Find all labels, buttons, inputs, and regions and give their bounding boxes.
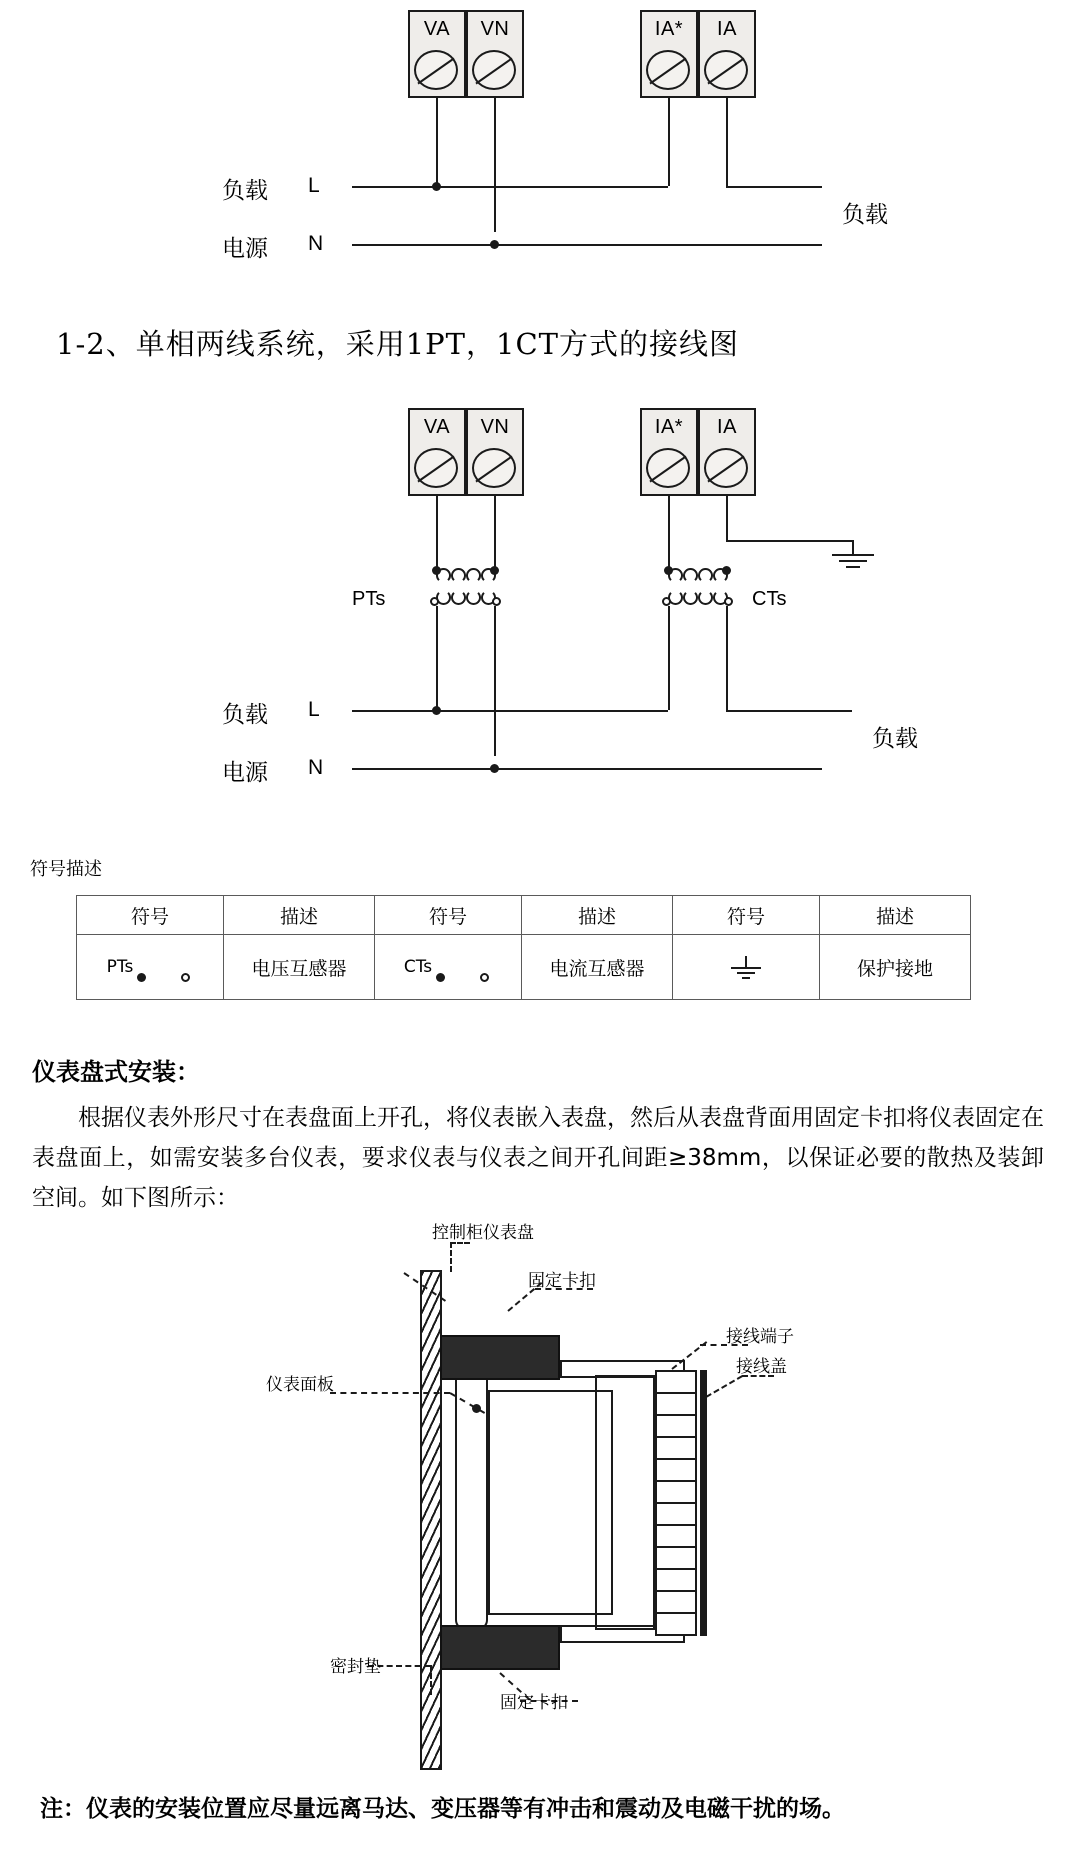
table-cell-desc-ct: 电流互感器: [522, 935, 673, 1000]
screw-icon: [472, 448, 516, 488]
table-cell-desc-pt: 电压互感器: [224, 935, 375, 1000]
label-power-1: 电源: [222, 236, 268, 262]
label-load-right-1: 负载: [842, 202, 888, 228]
ground-icon: [832, 540, 874, 564]
junction-dot: [432, 566, 441, 575]
section-heading: 1-2、单相两线系统，采用1PT，1CT方式的接线图: [56, 327, 739, 361]
callout-panel: 控制柜仪表盘: [432, 1223, 534, 1243]
table-header-cell: 符号: [375, 896, 522, 935]
table-header-cell: 符号: [673, 896, 820, 935]
junction-dot: [490, 764, 499, 773]
label-l-1: L: [308, 174, 320, 197]
ct-symbol-label: CTs: [403, 957, 433, 977]
wire-load-right: [726, 186, 822, 188]
ground-icon: [729, 955, 763, 979]
junction-dot: [664, 566, 673, 575]
junction-dot: [490, 566, 499, 575]
wire-line-l: [352, 186, 668, 188]
wire-line-l-2: [352, 710, 668, 712]
clip-top: [440, 1335, 560, 1380]
leader-panel-v: [450, 1242, 452, 1272]
table-header-cell: 符号: [77, 896, 224, 935]
terminal-label-vn: VN: [480, 18, 510, 40]
wire-load-right-2: [726, 710, 852, 712]
screw-icon: [472, 50, 516, 90]
installation-note: 注：仪表的安装位置应尽量远离马达、变压器等有冲击和震动及电磁干扰的场。: [40, 1796, 845, 1822]
callout-clip-bottom: 固定卡扣: [500, 1693, 568, 1713]
junction-dot: [490, 240, 499, 249]
label-power-2: 电源: [222, 760, 268, 786]
table-cell-symbol-pt: [77, 935, 224, 1000]
wire-vn-drop: [494, 98, 496, 232]
callout-gasket: 密封垫: [330, 1657, 381, 1677]
callout-cover: 接线盖: [736, 1357, 787, 1377]
screw-icon: [414, 50, 458, 90]
callout-terminal: 接线端子: [726, 1327, 794, 1347]
table-header-cell: 描述: [522, 896, 673, 935]
wire-ia-star-drop-2: [668, 496, 670, 576]
label-load-right-2: 负载: [872, 726, 918, 752]
screw-icon: [704, 448, 748, 488]
ct-coil-icon: [436, 952, 492, 982]
wire-ct-sec-right: [726, 606, 728, 710]
label-n-2: N: [308, 756, 324, 779]
junction-dot: [432, 182, 441, 191]
install-section-title: 仪表盘式安装：: [32, 1058, 200, 1086]
terminal-label-va: VA: [423, 416, 451, 438]
wire-va-drop-2: [436, 496, 438, 576]
screw-icon: [646, 50, 690, 90]
label-l-2: L: [308, 698, 320, 721]
label-load-source-1: 负载: [222, 178, 268, 204]
pt-coil-icon: [137, 952, 193, 982]
table-header-cell: 描述: [224, 896, 375, 935]
terminal-label-ia-star: IA*: [654, 416, 684, 438]
install-paragraph: 根据仪表外形尺寸在表盘面上开孔，将仪表嵌入表盘，然后从表盘背面用固定卡扣将仪表固定在表盘面上，如需安装多台仪表，要求仪表与仪表之间开孔间距≥38mm，以保证必要的散热及装卸空间。如下图所示：: [32, 1105, 1044, 1211]
callout-clip-top: 固定卡扣: [528, 1271, 596, 1291]
table-cell-desc-ground: 保护接地: [820, 935, 971, 1000]
leader-gasket-v: [430, 1665, 432, 1695]
wiring-cover: [700, 1370, 707, 1636]
wire-pt-sec-left: [436, 606, 438, 710]
leader-face-dot: [472, 1404, 481, 1413]
wire-pt-sec-right: [494, 606, 496, 756]
leader-cover: [706, 1375, 743, 1398]
wire-line-n: [352, 244, 822, 246]
screw-icon: [414, 448, 458, 488]
terminal-label-ia: IA: [717, 18, 737, 40]
wire-ia-star-drop: [668, 98, 670, 186]
wire-vn-drop-2: [494, 496, 496, 576]
meter-body-rear: [595, 1375, 655, 1630]
wire-ia-drop-2: [726, 496, 728, 540]
junction-dot: [722, 566, 731, 575]
table-row: [77, 935, 971, 1000]
terminal-strip: [655, 1370, 697, 1636]
wire-line-n-2: [352, 768, 822, 770]
symbol-table-caption: 符号描述: [30, 859, 102, 880]
junction-dot: [432, 706, 441, 715]
wire-ct-sec-left: [668, 606, 670, 710]
terminal-label-vn: VN: [480, 416, 510, 438]
ct-label: CTs: [752, 588, 787, 610]
table-header-cell: 描述: [820, 896, 971, 935]
wire-va-drop: [436, 98, 438, 186]
label-load-source-2: 负载: [222, 702, 268, 728]
pt-coil-icon: [436, 568, 496, 608]
pt-label: PTs: [352, 588, 386, 610]
callout-face: 仪表面板: [266, 1375, 334, 1395]
ct-coil-icon: [668, 568, 728, 608]
leader-face-h: [330, 1392, 450, 1394]
terminal-label-ia: IA: [717, 416, 737, 438]
symbol-table: [76, 895, 971, 1000]
table-cell-symbol-ct: [375, 935, 522, 1000]
panel-plate: [420, 1270, 442, 1770]
label-n-1: N: [308, 232, 324, 255]
screw-icon: [646, 448, 690, 488]
clip-bottom: [440, 1625, 560, 1670]
table-cell-symbol-ground: [673, 935, 820, 1000]
terminal-label-ia-star: IA*: [654, 18, 684, 40]
pt-symbol-label: PTs: [106, 957, 134, 977]
terminal-label-va: VA: [423, 18, 451, 40]
table-header-row: [77, 896, 971, 935]
screw-icon: [704, 50, 748, 90]
wire-ia-drop: [726, 98, 728, 186]
